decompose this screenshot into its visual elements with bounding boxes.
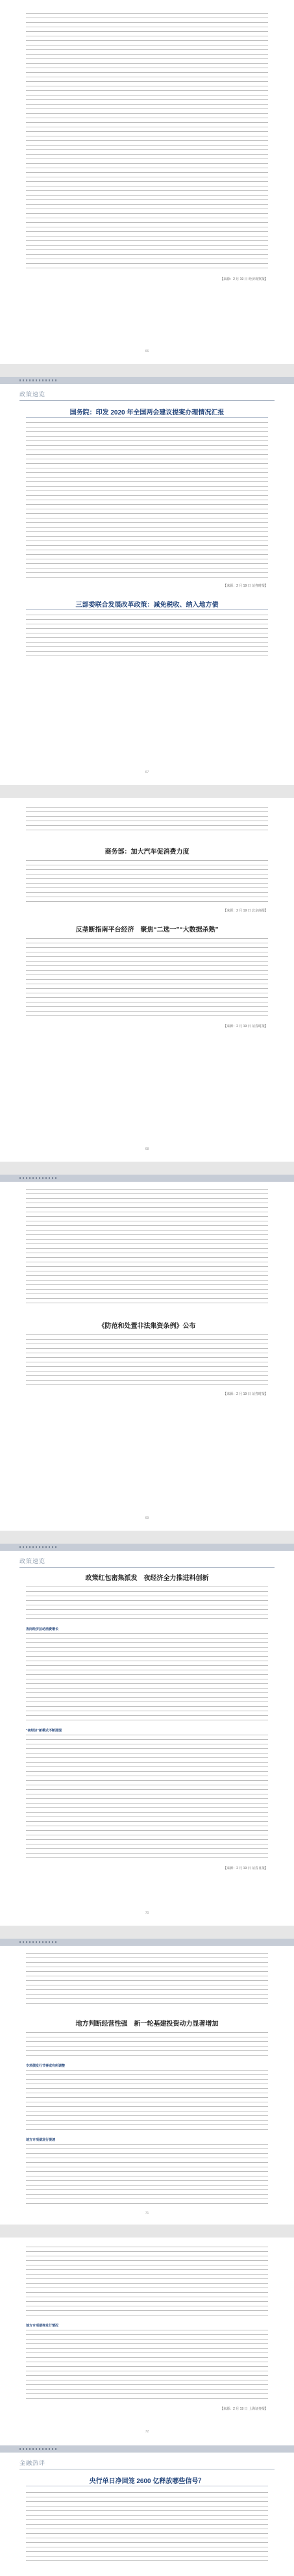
article-source: 【来源：2 月 19 日 经济观察报】 (220, 277, 268, 281)
section-rule (19, 1567, 275, 1568)
article-title: 《防范和处置非法集资条例》公布 (98, 1323, 196, 1330)
page-gap (0, 785, 294, 798)
body-text (26, 1587, 268, 1623)
section-label: 政策速览 (19, 1558, 46, 1564)
body-text (26, 615, 268, 660)
article-title: 商务部：加大汽车促消费力度 (104, 848, 190, 856)
page-number: 66 (145, 350, 149, 353)
body-text (26, 2330, 268, 2403)
article-title: 反垄断指南平台经济 聚焦“二选一”“大数据杀熟” (75, 926, 219, 934)
body-text (26, 2144, 268, 2208)
title-rule (26, 609, 268, 610)
body-text (26, 938, 268, 1020)
page-gap (0, 1926, 294, 1939)
page-header-strip (0, 1175, 294, 1182)
article-subhead: “夜经济”新模式不断涌现 (26, 1729, 62, 1733)
page-number: 70 (145, 1911, 149, 1915)
page-number: 67 (145, 771, 149, 774)
article-subhead: 夜间经济拉动消费增长 (26, 1627, 59, 1631)
body-text (26, 2492, 268, 2565)
body-text (26, 1189, 268, 1307)
page-number: 71 (145, 2212, 149, 2215)
body-text (26, 2070, 268, 2134)
article-title: 地方判断经营性强 新一轮基建投资动力显著增加 (75, 2021, 219, 2028)
body-text (26, 1334, 268, 1389)
page-gap (0, 1162, 294, 1175)
body-text (26, 1633, 268, 1724)
page-number: 69 (145, 1516, 149, 1520)
section-label: 政策速览 (19, 391, 46, 398)
title-rule (26, 417, 268, 418)
body-text (26, 13, 268, 272)
section-label: 金融热评 (19, 2460, 46, 2466)
article-source: 【来源：2 月 19 日 证券时报】 (223, 1025, 268, 1028)
body-text (26, 422, 268, 581)
body-text (26, 2032, 268, 2060)
section-rule (19, 400, 275, 401)
article-source: 【来源：2 月 19 日 证券日报】 (223, 1867, 268, 1870)
page-66 (0, 0, 294, 364)
page-gap (0, 364, 294, 377)
body-text (26, 2247, 268, 2319)
body-text (26, 807, 268, 834)
page-gap (0, 2225, 294, 2238)
page-header-strip (0, 1939, 294, 1946)
body-text (26, 1953, 268, 2008)
article-title: 央行单日净回笼 2600 亿释放哪些信号？ (89, 2478, 205, 2485)
article-source: 【来源：2 月 19 日 证券时报】 (223, 584, 268, 588)
body-text (26, 860, 268, 906)
body-text (26, 1735, 268, 1862)
page-header-strip (0, 1544, 294, 1551)
article-title: 政策红包密集派发 夜经济全力推进料创新 (85, 1575, 209, 1582)
page-header-strip (0, 2445, 294, 2453)
article-source: 【来源：2 月 19 日 上海证券报】 (220, 2407, 268, 2411)
article-source: 【来源：2 月 19 日 北京商报】 (223, 909, 268, 913)
article-title: 国务院：印发 2020 年全国两会建议提案办理情况汇报 (69, 409, 225, 416)
article-subhead: 专项债发行节奏或有所调整 (26, 2064, 66, 2068)
article-title: 三部委联合发展改革政策：减免税收、纳入地方债 (75, 602, 219, 609)
page-70 (0, 1544, 294, 1926)
page-header-strip (0, 377, 294, 384)
page-69 (0, 1175, 294, 1531)
article-subhead: 地方专项债发行提速 (26, 2138, 56, 2142)
page-72 (0, 2238, 294, 2576)
page-number: 68 (145, 1147, 149, 1151)
page-68 (0, 798, 294, 1162)
page-gap (0, 1531, 294, 1544)
page-number: 72 (145, 2430, 149, 2434)
page-71 (0, 1939, 294, 2225)
page-67 (0, 377, 294, 785)
article-subhead: 地方专项债券发行情况 (26, 2324, 59, 2328)
article-source: 【来源：2 月 19 日 证券时报】 (223, 1392, 268, 1396)
